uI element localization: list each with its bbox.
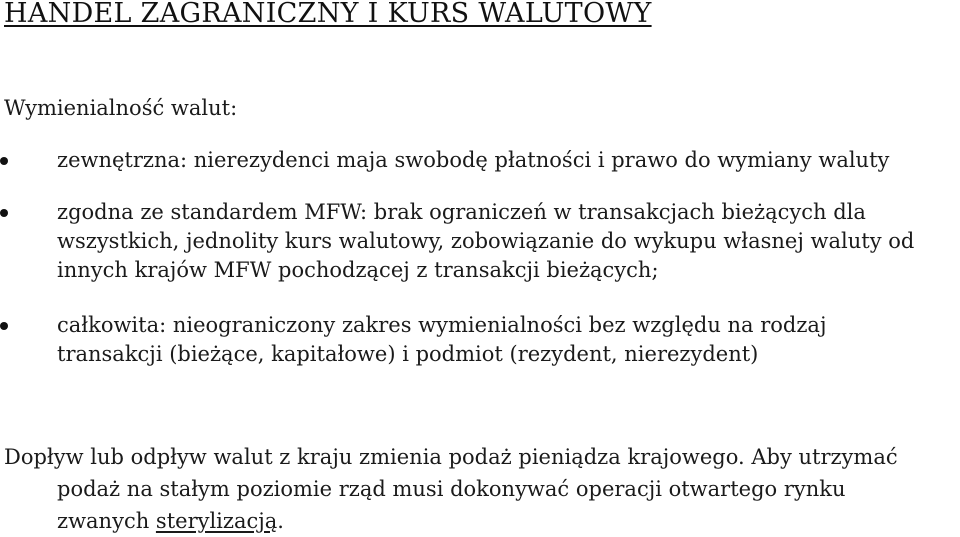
slide-title: HANDEL ZAGRANICZNY I KURS WALUTOWY bbox=[4, 0, 652, 29]
bullet-text bbox=[57, 311, 960, 369]
closing-paragraph bbox=[4, 441, 898, 537]
bullet-line: transakcji (bieżące, kapitałowe) i podmiot (rezydent, nierezydent) bbox=[57, 342, 759, 366]
bullet-line: zewnętrzna: nierezydenci maja swobodę płatności i prawo do wymiany waluty bbox=[57, 148, 890, 172]
bullet-line: zgodna ze standardem MFW: brak ograniczeń w transakcjach bieżących dla bbox=[57, 200, 866, 224]
bullet-line: innych krajów MFW pochodzącej z transakcji bieżących; bbox=[57, 258, 659, 282]
paragraph-line-last bbox=[4, 505, 898, 537]
bullet-text bbox=[57, 198, 960, 285]
bullet-line: całkowita: nieograniczony zakres wymienialności bez względu na rodzaj bbox=[57, 313, 827, 337]
paragraph-period: . bbox=[277, 509, 284, 533]
paragraph-line: podaż na stałym poziomie rząd musi dokonywać operacji otwartego rynku bbox=[57, 477, 846, 501]
section-heading: Wymienialność walut: bbox=[4, 96, 238, 120]
bullet-text bbox=[57, 146, 960, 175]
sterylizacja-term: sterylizacją bbox=[155, 509, 278, 533]
paragraph-text: zwanych bbox=[57, 509, 156, 533]
paragraph-line: Dopływ lub odpływ walut z kraju zmienia podaż pieniądza krajowego. Aby utrzymać bbox=[4, 445, 898, 469]
bullet-line: wszystkich, jednolity kurs walutowy, zobowiązanie do wykupu własnej waluty od bbox=[57, 229, 915, 253]
bullet-icon bbox=[0, 322, 8, 330]
bullet-icon bbox=[0, 157, 8, 165]
bullet-icon bbox=[0, 209, 8, 217]
